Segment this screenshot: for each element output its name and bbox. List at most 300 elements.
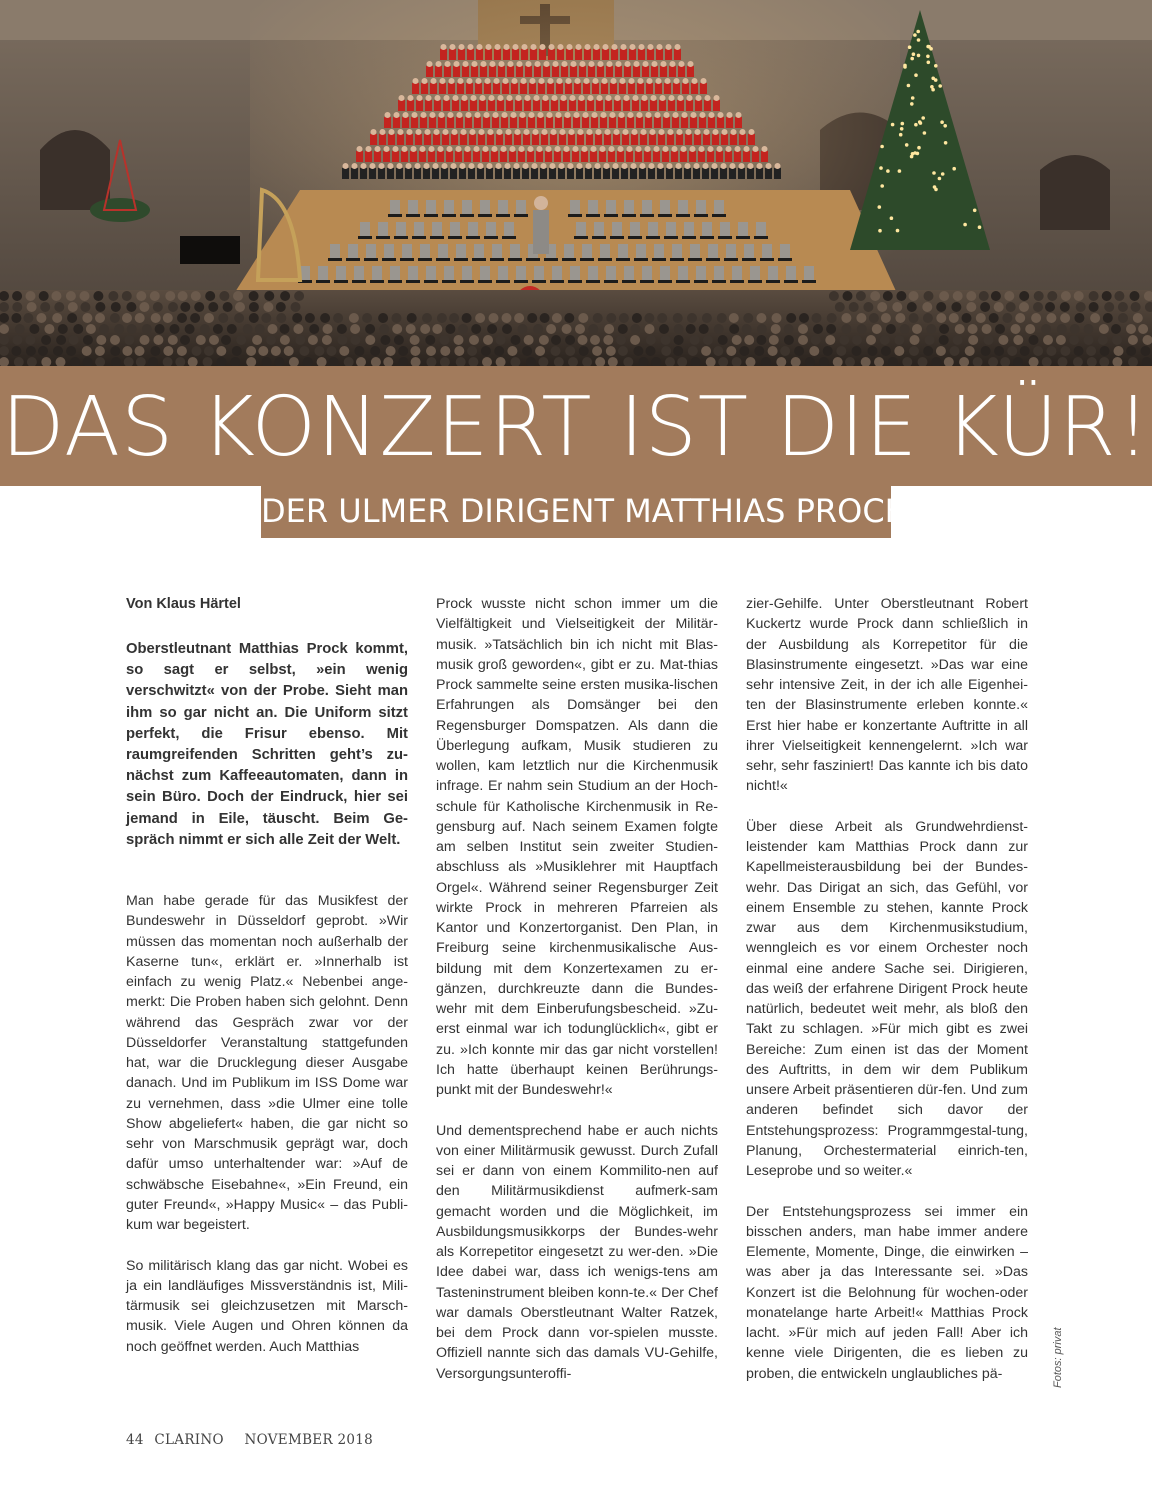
choir-singer [626, 151, 633, 162]
choir-singer-head [714, 95, 720, 101]
grand-piano [180, 236, 240, 264]
choir-singer [511, 83, 518, 94]
audience-member [1074, 346, 1084, 356]
audience-member [1104, 302, 1114, 312]
choir-singer [640, 134, 647, 145]
choir-singer [500, 151, 507, 162]
choir-singer-head [498, 95, 504, 101]
choir-singer-head [379, 163, 385, 169]
musician [402, 244, 412, 258]
choir-singer [618, 117, 625, 128]
choir-singer-head [488, 129, 494, 135]
audience-member [772, 313, 782, 323]
choir-singer [551, 100, 558, 111]
choir-singer-head [522, 44, 528, 50]
choir-singer-head [511, 112, 517, 118]
choir-singer [673, 83, 680, 94]
choir-singer [541, 134, 548, 145]
audience-member [798, 335, 808, 345]
choir-singer [729, 168, 736, 179]
audience-member [379, 324, 389, 334]
choir-singer [516, 66, 523, 77]
choir-singer [457, 83, 464, 94]
choir-singer [593, 49, 600, 60]
choir-singer-head [647, 78, 653, 84]
musician [534, 266, 544, 280]
music-stand [346, 258, 360, 261]
choir-singer-head [568, 163, 574, 169]
audience-member [135, 346, 145, 356]
choir-singer [495, 168, 502, 179]
choir-singer [730, 134, 737, 145]
musician [354, 266, 364, 280]
audience-member [236, 335, 246, 345]
choir-singer [433, 134, 440, 145]
choir-singer [429, 117, 436, 128]
choir-singer-head [448, 112, 454, 118]
audience-member [1007, 346, 1017, 356]
choir-singer [476, 49, 483, 60]
audience-member [386, 346, 396, 356]
choir-singer [694, 134, 701, 145]
choir-singer [405, 168, 412, 179]
musician [606, 200, 616, 214]
musician [366, 244, 376, 258]
audience-member [1025, 324, 1035, 334]
tree-light [878, 205, 882, 209]
audience-member [703, 335, 713, 345]
choir-singer-head [555, 146, 561, 152]
choir-singer [484, 83, 491, 94]
choir-singer-head [434, 129, 440, 135]
tree-light [930, 85, 934, 89]
audience-member [67, 313, 77, 323]
audience-member [827, 313, 837, 323]
choir-singer [504, 168, 511, 179]
choir-singer-head [688, 61, 694, 67]
musician [450, 222, 460, 236]
music-stand [502, 236, 516, 239]
tree-light [929, 47, 933, 51]
choir-singer [689, 151, 696, 162]
choir-singer-head [539, 78, 545, 84]
choir-singer [449, 49, 456, 60]
audience-member [294, 291, 304, 301]
choir-singer [440, 49, 447, 60]
choir-singer [540, 168, 547, 179]
choir-singer-head [411, 146, 417, 152]
audience-member [15, 324, 25, 334]
choir-singer-head [449, 78, 455, 84]
choir-singer [739, 134, 746, 145]
audience-member [99, 324, 109, 334]
music-stand [718, 236, 732, 239]
audience-member [1046, 346, 1056, 356]
choir-singer-head [402, 146, 408, 152]
audience-member [440, 335, 450, 345]
audience-member [953, 335, 963, 345]
audience-member [1130, 291, 1140, 301]
choir-singer [494, 49, 501, 60]
choir-singer-head [524, 129, 530, 135]
choir-singer-head [683, 78, 689, 84]
audience-member [989, 313, 999, 323]
music-stand [622, 214, 636, 217]
musician [660, 200, 670, 214]
audience-member [966, 302, 976, 312]
audience-member [950, 346, 960, 356]
audience-member [204, 313, 214, 323]
choir-singer-head [675, 44, 681, 50]
music-stand [358, 236, 372, 239]
choir-singer [680, 151, 687, 162]
choir-singer [497, 100, 504, 111]
musician [624, 266, 634, 280]
music-stand [664, 236, 678, 239]
audience-member [249, 302, 259, 312]
choir-singer [601, 83, 608, 94]
audience-member [909, 346, 919, 356]
choir-singer [512, 49, 519, 60]
choir-singer-head [542, 129, 548, 135]
choir-singer [690, 117, 697, 128]
audience-member [1069, 335, 1079, 345]
choir-singer [687, 66, 694, 77]
choir-singer [538, 83, 545, 94]
choir-singer-head [413, 78, 419, 84]
audience-member [126, 302, 136, 312]
audience-member [551, 346, 561, 356]
audience-member [646, 346, 656, 356]
audience-member [454, 346, 464, 356]
choir-singer-head [574, 112, 580, 118]
choir-singer-head [660, 95, 666, 101]
music-stand [748, 280, 762, 283]
audience-member [227, 324, 237, 334]
choir-singer-head [461, 129, 467, 135]
choir-singer [609, 117, 616, 128]
choir-singer-head [452, 129, 458, 135]
tree-light [914, 73, 918, 77]
choir-singer [698, 151, 705, 162]
audience-member [27, 302, 37, 312]
tree-light [879, 166, 883, 170]
choir-singer [411, 117, 418, 128]
audience-member [872, 324, 882, 334]
choir-singer-head [467, 78, 473, 84]
choir-singer [465, 117, 472, 128]
music-stand [610, 236, 624, 239]
audience-member [1047, 291, 1057, 301]
choir-singer-head [445, 61, 451, 67]
choir-singer [479, 100, 486, 111]
choir-singer-head [661, 61, 667, 67]
choir-singer [641, 100, 648, 111]
choir-singer-head [612, 44, 618, 50]
audience-member [280, 335, 290, 345]
choir-singer [761, 151, 768, 162]
audience-member [729, 324, 739, 334]
audience-member [378, 313, 388, 323]
tree-light [932, 171, 936, 175]
audience-member [575, 324, 585, 334]
choir-singer [370, 134, 377, 145]
audience-member [604, 324, 614, 334]
audience-member [756, 335, 766, 345]
tree-light [916, 30, 920, 34]
audience-member [458, 324, 468, 334]
choir-singer [584, 49, 591, 60]
musician [588, 200, 598, 214]
choir-singer-head [475, 112, 481, 118]
audience-member [968, 335, 978, 345]
choir-singer [713, 100, 720, 111]
choir-singer [443, 100, 450, 111]
choir-singer-head [605, 129, 611, 135]
choir-singer-head [686, 129, 692, 135]
audience-member [618, 346, 628, 356]
choir-singer-head [560, 129, 566, 135]
choir-singer-head [463, 61, 469, 67]
tree-light [880, 184, 884, 188]
choir-singer [603, 168, 610, 179]
audience-member [233, 291, 243, 301]
choir-singer [629, 49, 636, 60]
audience-member [255, 324, 265, 334]
audience-member [1041, 324, 1051, 334]
music-stand [544, 258, 558, 261]
audience-member [659, 324, 669, 334]
choir-singer-head [435, 95, 441, 101]
choir-singer [606, 66, 613, 77]
tree-light [973, 209, 977, 213]
choir-singer-head [497, 129, 503, 135]
choir-singer-head [468, 44, 474, 50]
audience-member [588, 324, 598, 334]
choir-singer-head [592, 112, 598, 118]
choir-singer-head [701, 78, 707, 84]
choir-singer [401, 151, 408, 162]
choir-singer [642, 66, 649, 77]
audience-member [1114, 346, 1124, 356]
choir-singer [726, 117, 733, 128]
choir-singer-head [722, 129, 728, 135]
choir-singer-head [406, 163, 412, 169]
audience-member [578, 335, 588, 345]
choir-singer [608, 151, 615, 162]
musician [594, 222, 604, 236]
audience-member [56, 335, 66, 345]
choir-singer-head [535, 61, 541, 67]
choir-singer [441, 168, 448, 179]
choir-singer [605, 100, 612, 111]
music-stand [406, 280, 420, 283]
choir-singer [396, 168, 403, 179]
tree-light [952, 167, 956, 171]
audience-member [714, 324, 724, 334]
choir-singer [677, 100, 684, 111]
choir-singer-head [540, 44, 546, 50]
audience-member [266, 335, 276, 345]
audience-member [1034, 291, 1044, 301]
music-stand [688, 258, 702, 261]
audience-member [489, 313, 499, 323]
audience-member [280, 324, 290, 334]
audience-member [392, 313, 402, 323]
audience-member [894, 346, 904, 356]
audience-member [309, 324, 319, 334]
choir-singer [576, 168, 583, 179]
choir-singer [595, 134, 602, 145]
tree-light [899, 133, 903, 137]
tree-light [896, 229, 900, 233]
audience-member [40, 302, 50, 312]
choir-singer-head [495, 44, 501, 50]
audience-member [863, 302, 873, 312]
choir-singer-head [670, 61, 676, 67]
choir-singer [568, 134, 575, 145]
choir-singer-head [565, 112, 571, 118]
choir-singer [632, 100, 639, 111]
audience-member [1046, 313, 1056, 323]
musician [372, 266, 382, 280]
choir-singer-head [603, 44, 609, 50]
audience-member [892, 302, 902, 312]
choir-singer [650, 100, 657, 111]
choir-singer-head [397, 163, 403, 169]
audience-member [261, 313, 271, 323]
audience-member [221, 335, 231, 345]
choir-singer [430, 83, 437, 94]
tree-light [891, 123, 895, 127]
choir-singer-head [685, 163, 691, 169]
musician [714, 266, 724, 280]
audience-member [524, 335, 534, 345]
choir-singer-head [441, 44, 447, 50]
musician [516, 266, 526, 280]
choir-singer [647, 49, 654, 60]
musician [648, 222, 658, 236]
choir-singer [425, 100, 432, 111]
audience-member [122, 346, 132, 356]
audience-member [786, 313, 796, 323]
choir-singer [462, 66, 469, 77]
audience-member [337, 335, 347, 345]
musician [804, 266, 814, 280]
choir-singer [374, 151, 381, 162]
choir-singer [644, 151, 651, 162]
choir-singer-head [639, 44, 645, 50]
audience-member [314, 346, 324, 356]
choir-singer-head [489, 95, 495, 101]
choir-singer [518, 151, 525, 162]
music-stand [658, 214, 672, 217]
audience-member [95, 346, 105, 356]
choir-singer [674, 49, 681, 60]
audience-member [811, 335, 821, 345]
audience-member [432, 324, 442, 334]
choir-singer [446, 151, 453, 162]
choir-singer [434, 100, 441, 111]
audience-member [232, 346, 242, 356]
tree-light [910, 57, 914, 61]
choir-singer-head [476, 78, 482, 84]
music-stand [694, 280, 708, 283]
choir-singer-head [576, 44, 582, 50]
choir-singer [537, 117, 544, 128]
audience-member [522, 346, 532, 356]
musician [690, 244, 700, 258]
choir-singer [655, 83, 662, 94]
choir-singer [686, 100, 693, 111]
choir-singer-head [380, 129, 386, 135]
musician [684, 222, 694, 236]
audience-member [1103, 313, 1113, 323]
audience-member [813, 324, 823, 334]
audience-member [150, 291, 160, 301]
musician [570, 200, 580, 214]
audience-member [454, 335, 464, 345]
audience-member [578, 313, 588, 323]
music-stand [742, 258, 756, 261]
choir-singer [662, 151, 669, 162]
audience-member [66, 346, 76, 356]
choir-singer-head [512, 78, 518, 84]
choir-singer-head [425, 129, 431, 135]
choir-singer-head [613, 163, 619, 169]
choir-singer-head [708, 146, 714, 152]
choir-singer-head [645, 146, 651, 152]
audience-member [955, 324, 965, 334]
audience-member [1126, 324, 1136, 334]
audience-member [841, 324, 851, 334]
choir-singer [774, 168, 781, 179]
choir-singer [592, 83, 599, 94]
choir-singer [597, 66, 604, 77]
audience-member [1102, 291, 1112, 301]
audience-member [686, 324, 696, 334]
musician [582, 244, 592, 258]
choir-singer [498, 66, 505, 77]
audience-member [881, 313, 891, 323]
choir-singer-head [526, 61, 532, 67]
choir-singer-head [529, 112, 535, 118]
tree-light [917, 38, 921, 42]
choir-singer-head [703, 163, 709, 169]
tree-light [910, 155, 914, 159]
choir-singer [437, 151, 444, 162]
audience-member [717, 313, 727, 323]
audience-member [276, 302, 286, 312]
choir-singer-head [525, 95, 531, 101]
music-stand [778, 258, 792, 261]
choir-singer [522, 168, 529, 179]
choir-singer [458, 49, 465, 60]
audience-member [991, 291, 1001, 301]
text-column-2 [436, 594, 718, 1384]
choir-singer [410, 151, 417, 162]
audience-member [514, 313, 524, 323]
tree-light [898, 169, 902, 173]
musician [414, 222, 424, 236]
audience-member [350, 335, 360, 345]
choir-singer [506, 100, 513, 111]
choir-singer [407, 100, 414, 111]
audience-member [1019, 291, 1029, 301]
choir-singer [654, 117, 661, 128]
choir-singer [489, 66, 496, 77]
choir-singer [428, 151, 435, 162]
